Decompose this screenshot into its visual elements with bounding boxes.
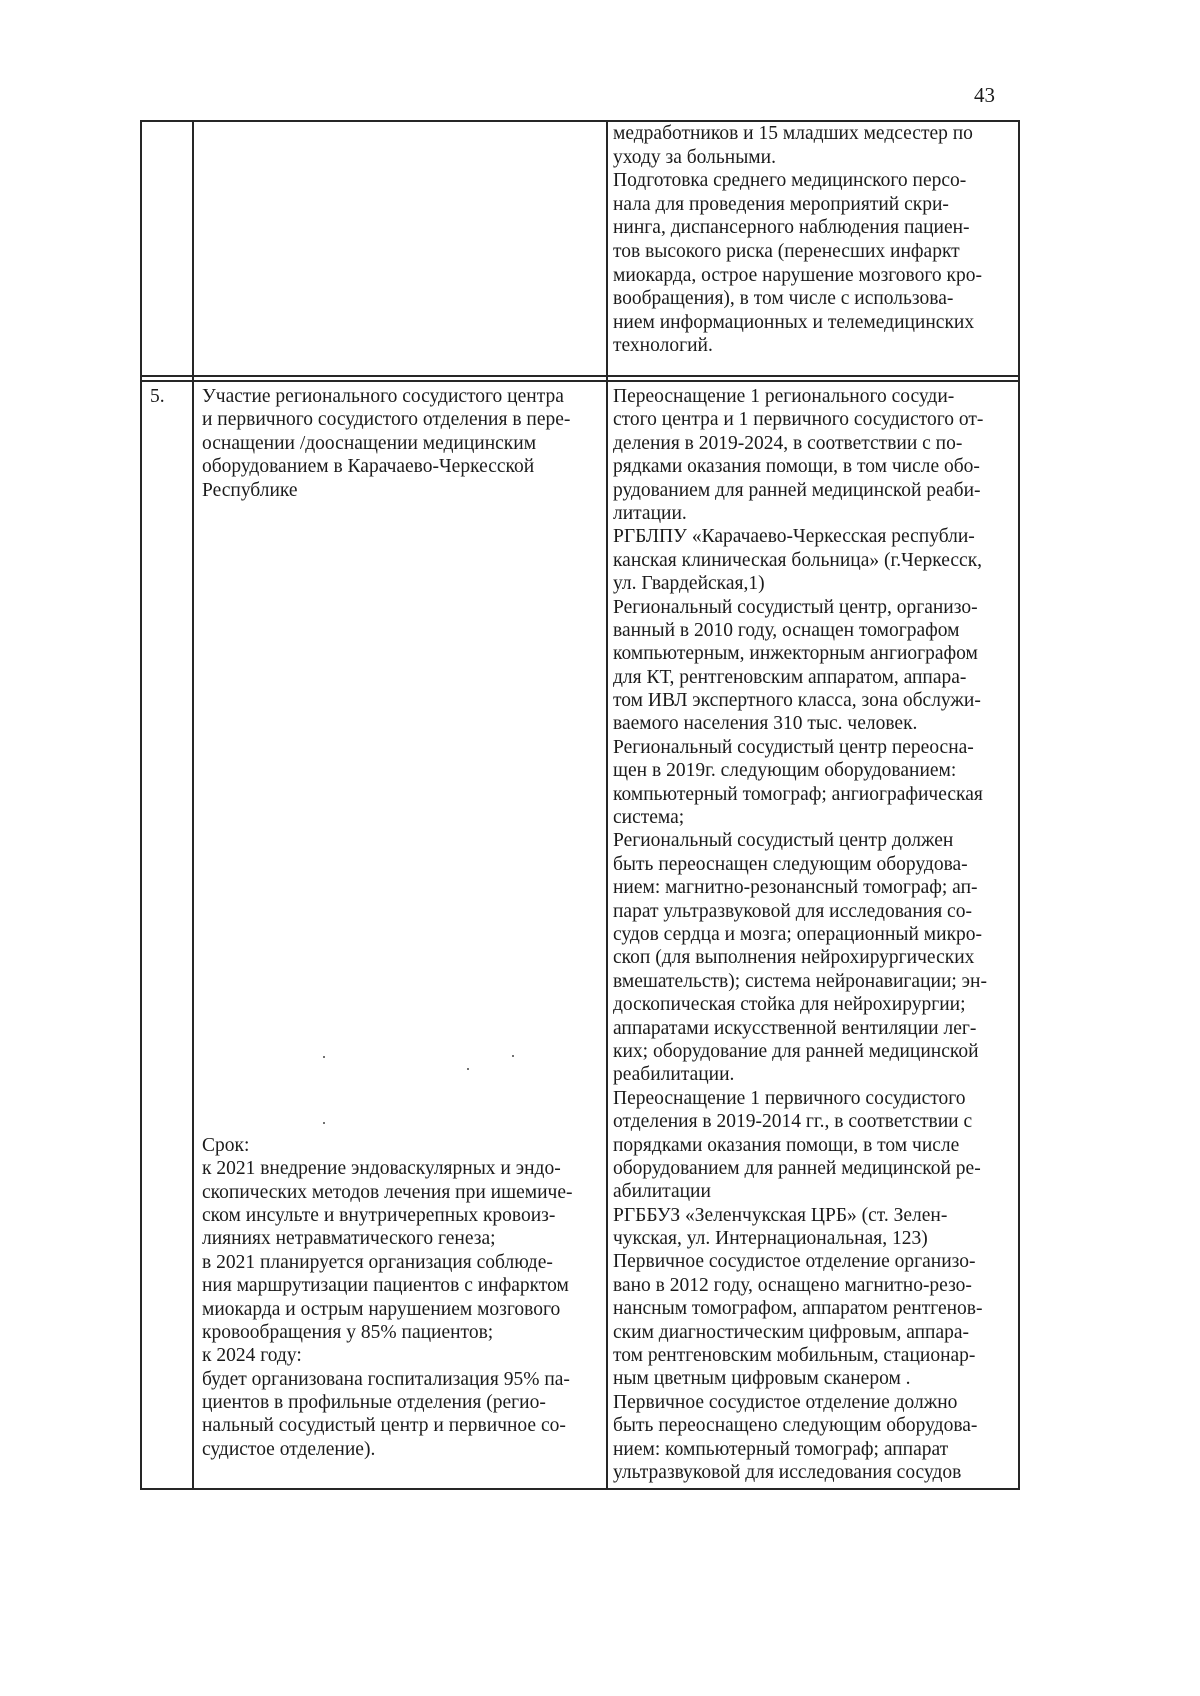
row2-activities-line: аппаратами искусственной вентиляции лег- (613, 1017, 977, 1039)
column-divider-activities (606, 120, 608, 1490)
row2-activities-line: вано в 2012 году, оснащено магнитно-резо- (613, 1274, 972, 1296)
row2-activities-line: ным цветным цифровым сканером . (613, 1368, 911, 1390)
row-separator-lower (140, 380, 1020, 382)
row1-activities-line: миокарда, острое нарушение мозгового кро- (613, 264, 982, 286)
row1-activities-line: вообращения), в том числе с использова- (613, 288, 954, 310)
row1-activities-cell (613, 122, 982, 358)
row2-activities-line: Первичное сосудистое отделение должно (613, 1391, 958, 1413)
row2-activities-line: щен в 2019г. следующим оборудованием: (613, 760, 957, 782)
row2-deadline-line: лияниях нетравматического генеза; (202, 1228, 496, 1250)
row2-activities-line: доскопическая стойка для нейрохирургии; (613, 994, 966, 1016)
row2-title-line: оборудованием в Карачаево-Черкесской (202, 456, 535, 478)
row2-deadline-cell (202, 1134, 573, 1461)
row2-activities-line: порядками оказания помощи, в том числе (613, 1134, 960, 1156)
row2-title-line: Республике (202, 479, 298, 501)
row2-activities-line: рудованием для ранней медицинской реаби- (613, 479, 981, 501)
row2-activities-line: скоп (для выполнения нейрохирургических (613, 947, 975, 969)
row2-activities-line: судов сердца и мозга; операционный микро- (613, 923, 983, 945)
row2-activities-line: деления в 2019-2024, в соответствии с по- (613, 432, 963, 454)
row2-activities-line: быть переоснащено следующим оборудова- (613, 1415, 978, 1437)
row2-activities-line: чукская, ул. Интернациональная, 123) (613, 1228, 928, 1250)
row1-activities-line: нием информационных и телемедицинских (613, 311, 975, 333)
row2-activities-line: том ИВЛ экспертного класса, зона обслужи- (613, 690, 981, 712)
row2-activities-line: ких; оборудование для ранней медицинской (613, 1040, 979, 1062)
row1-activities-line: тов высокого риска (перенесших инфаркт (613, 240, 960, 262)
row2-activities-line: рядками оказания помощи, в том числе обо- (613, 456, 980, 478)
scan-speck (323, 1122, 325, 1124)
row2-activities-line: быть переоснащен следующим оборудова- (613, 853, 968, 875)
row2-title-line: оснащении /дооснащении медицинским (202, 432, 537, 454)
row1-activities-line: нинга, диспансерного наблюдения пациен- (613, 217, 970, 239)
row1-activities-line: нала для проведения мероприятий скри- (613, 193, 949, 215)
row2-activities-line: ванный в 2010 году, оснащен томографом (613, 619, 960, 641)
row2-number-cell (150, 385, 165, 408)
row2-activities-line: компьютерный томограф; ангиографическая (613, 783, 983, 805)
row2-activities-line: РГББУЗ «Зеленчукская ЦРБ» (ст. Зелен- (613, 1204, 948, 1226)
row-separator-upper (140, 375, 1020, 377)
row2-deadline-line: кровообращения у 85% пациентов; (202, 1321, 494, 1343)
column-divider-number (192, 120, 194, 1490)
row2-activities-cell (613, 385, 987, 1484)
row2-deadline-line: в 2021 планируется организация соблюде- (202, 1251, 553, 1273)
row2-deadline-line: циентов в профильные отделения (регио- (202, 1392, 546, 1414)
row2-deadline-line: миокарда и острым нарушением мозгового (202, 1298, 561, 1320)
row2-title-line: Участие регионального сосудистого центра (202, 386, 564, 407)
row2-deadline-line: ния маршрутизации пациентов с инфарктом (202, 1275, 569, 1297)
row2-activities-line: для КТ, рентгеновским аппаратом, аппара- (613, 666, 967, 688)
row2-deadline-line: ском инсульте и внутричерепных кровоиз- (202, 1204, 556, 1226)
row2-deadline-line: Срок: (202, 1134, 250, 1156)
row2-activities-line: нием: компьютерный томограф; аппарат (613, 1438, 949, 1460)
page-number: 43 (974, 83, 995, 107)
row1-activities-line: технологий. (613, 335, 713, 357)
scan-speck (512, 1055, 514, 1057)
row2-activities-line: РГБЛПУ «Карачаево-Черкесская республи- (613, 526, 975, 548)
row2-activities-line: оборудованием для ранней медицинской ре- (613, 1157, 981, 1179)
scan-speck (323, 1056, 325, 1058)
row2-title-cell (202, 385, 570, 502)
row-number: 5. (150, 386, 165, 407)
row2-deadline-line: скопических методов лечения при ишемиче- (202, 1181, 573, 1203)
table-border-right (1018, 120, 1020, 1490)
row2-activities-line: том рентгеновским мобильным, стационар- (613, 1345, 976, 1367)
row2-activities-line: система; (613, 807, 685, 829)
row2-activities-line: нансным томографом, аппаратом рентгенов- (613, 1298, 983, 1320)
row2-activities-line: литации. (613, 502, 687, 524)
row2-activities-line: вмешательств); система нейронавигации; эн- (613, 970, 987, 992)
row2-activities-line: Региональный сосудистый центр, организо- (613, 596, 978, 618)
table-border-left (140, 120, 142, 1490)
row2-activities-line: Региональный сосудистый центр должен (613, 830, 954, 852)
scan-speck (467, 1068, 469, 1070)
row2-activities-line: ским диагностическим цифровым, аппара- (613, 1321, 970, 1343)
row1-activities-line: медработников и 15 младших медсестер по (613, 123, 973, 144)
row2-title-line: и первичного сосудистого отделения в пере- (202, 409, 571, 431)
row2-activities-line: стого центра и 1 первичного сосудистого от- (613, 409, 984, 431)
row2-activities-line: Региональный сосудистый центр переосна- (613, 736, 974, 758)
row2-deadline-line: нальный сосудистый центр и первичное со- (202, 1415, 566, 1437)
row2-activities-line: ваемого населения 310 тыс. человек. (613, 713, 918, 735)
row2-activities-line: реабилитации. (613, 1064, 735, 1086)
row2-activities-line: Первичное сосудистое отделение организо- (613, 1251, 976, 1273)
row1-activities-line: Подготовка среднего медицинского персо- (613, 170, 967, 192)
row2-activities-line: компьютерным, инжекторным ангиографом (613, 643, 978, 665)
row2-activities-line: отделения в 2019-2014 гг., в соответствии с (613, 1111, 973, 1133)
row2-deadline-line: к 2024 году: (202, 1345, 302, 1367)
row2-activities-line: ультразвуковой для исследования сосудов (613, 1461, 962, 1483)
row2-deadline-line: будет организована госпитализация 95% па- (202, 1368, 570, 1390)
row2-activities-line: канская клиническая больница» (г.Черкесск, (613, 549, 983, 571)
row2-deadline-line: к 2021 внедрение эндоваскулярных и эндо- (202, 1158, 561, 1180)
row2-activities-line: Переоснащение 1 первичного сосудистого (613, 1087, 966, 1109)
row1-activities-line: уходу за больными. (613, 146, 776, 168)
row2-activities-line: ул. Гвардейская,1) (613, 573, 765, 595)
row2-activities-line: парат ультразвуковой для исследования со- (613, 900, 972, 922)
row2-deadline-line: судистое отделение). (202, 1438, 376, 1460)
row2-activities-line: Переоснащение 1 регионального сосуди- (613, 386, 955, 407)
row2-activities-line: нием: магнитно-резонансный томограф; ап- (613, 877, 978, 899)
table-border-bottom (140, 1488, 1020, 1490)
row2-activities-line: абилитации (613, 1181, 711, 1203)
